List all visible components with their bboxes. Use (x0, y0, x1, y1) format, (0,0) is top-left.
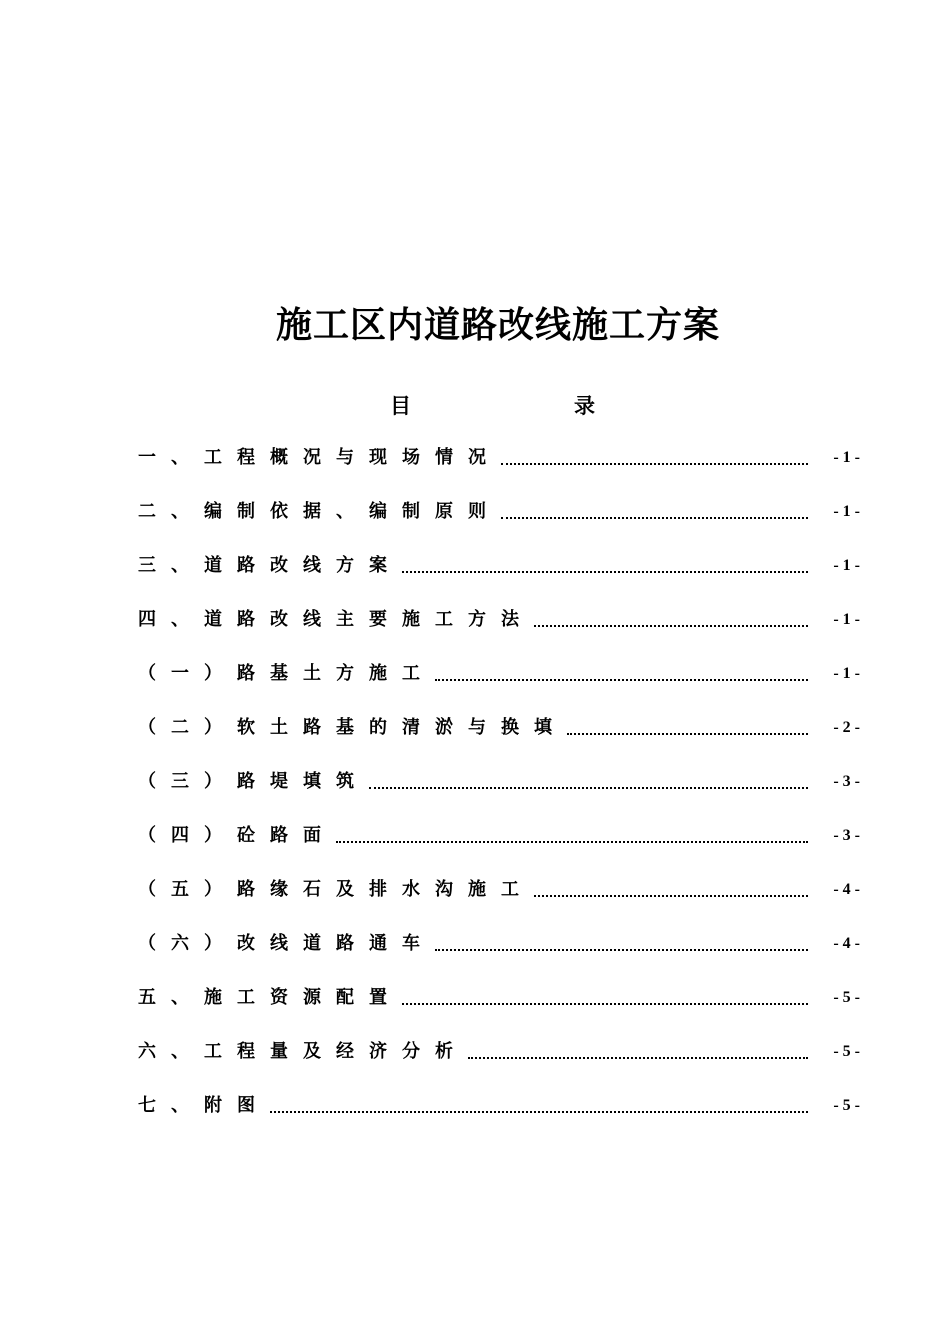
toc-entry[interactable] (138, 598, 860, 652)
toc-subentry-label: （五）路缘石及排水沟施工 (138, 879, 534, 900)
document-title: 施工区内道路改线施工方案 (275, 305, 720, 346)
toc-entry-label: 三、道路改线方案 (138, 555, 402, 576)
toc-dot-leader (468, 1030, 808, 1074)
toc-subentry-label: （一）路基土方施工 (138, 663, 435, 684)
toc-subentry-page: - 3 - (833, 773, 860, 790)
toc-entry-label: 四、道路改线主要施工方法 (138, 609, 534, 630)
toc-subentry[interactable] (138, 868, 860, 922)
toc-subentry[interactable] (138, 760, 860, 814)
toc-subentry[interactable] (138, 922, 860, 976)
toc-subentry-label: （四）砼路面 (138, 825, 336, 846)
toc-subentry[interactable] (138, 706, 860, 760)
toc-dot-leader (567, 706, 808, 750)
toc-entry-label: 六、工程量及经济分析 (138, 1041, 468, 1062)
toc-dot-leader (534, 868, 808, 912)
toc-entry-label: 七、附图 (138, 1095, 270, 1116)
toc-entry-label: 一、工程概况与现场情况 (138, 447, 501, 468)
toc-entry[interactable] (138, 1030, 860, 1084)
toc-subentry[interactable] (138, 814, 860, 868)
toc-entry[interactable] (138, 490, 860, 544)
toc-entry-page: - 5 - (833, 1043, 860, 1060)
toc-entry-page: - 1 - (833, 611, 860, 628)
toc-dot-leader (369, 760, 808, 804)
toc-dot-leader (501, 490, 808, 534)
toc-entry-page: - 5 - (833, 1097, 860, 1114)
toc-dot-leader (336, 814, 808, 858)
toc-entry-label: 五、施工资源配置 (138, 987, 402, 1008)
toc-subentry-page: - 3 - (833, 827, 860, 844)
table-of-contents (138, 436, 860, 1138)
toc-entry-page: - 1 - (833, 503, 860, 520)
toc-entry[interactable] (138, 976, 860, 1030)
toc-dot-leader (435, 652, 808, 696)
toc-subentry-label: （二）软土路基的清淤与换填 (138, 717, 567, 738)
toc-dot-leader (270, 1084, 808, 1128)
toc-subentry-page: - 1 - (833, 665, 860, 682)
toc-entry-page: - 1 - (833, 449, 860, 466)
toc-subentry-page: - 4 - (833, 935, 860, 952)
toc-entry[interactable] (138, 1084, 860, 1138)
toc-subentry[interactable] (138, 652, 860, 706)
toc-subentry-page: - 2 - (833, 719, 860, 736)
toc-heading (0, 388, 950, 420)
toc-subentry-page: - 4 - (833, 881, 860, 898)
toc-heading-left: 目 (390, 394, 411, 418)
toc-entry[interactable] (138, 544, 860, 598)
toc-heading-right: 录 (574, 394, 595, 418)
toc-dot-leader (501, 436, 808, 480)
toc-dot-leader (402, 976, 808, 1020)
toc-entry-label: 二、编制依据、编制原则 (138, 501, 501, 522)
toc-dot-leader (534, 598, 808, 642)
toc-entry-page: - 5 - (833, 989, 860, 1006)
toc-dot-leader (435, 922, 808, 966)
toc-dot-leader (402, 544, 808, 588)
toc-subentry-label: （六）改线道路通车 (138, 933, 435, 954)
toc-entry[interactable] (138, 436, 860, 490)
toc-subentry-label: （三）路堤填筑 (138, 771, 369, 792)
toc-entry-page: - 1 - (833, 557, 860, 574)
